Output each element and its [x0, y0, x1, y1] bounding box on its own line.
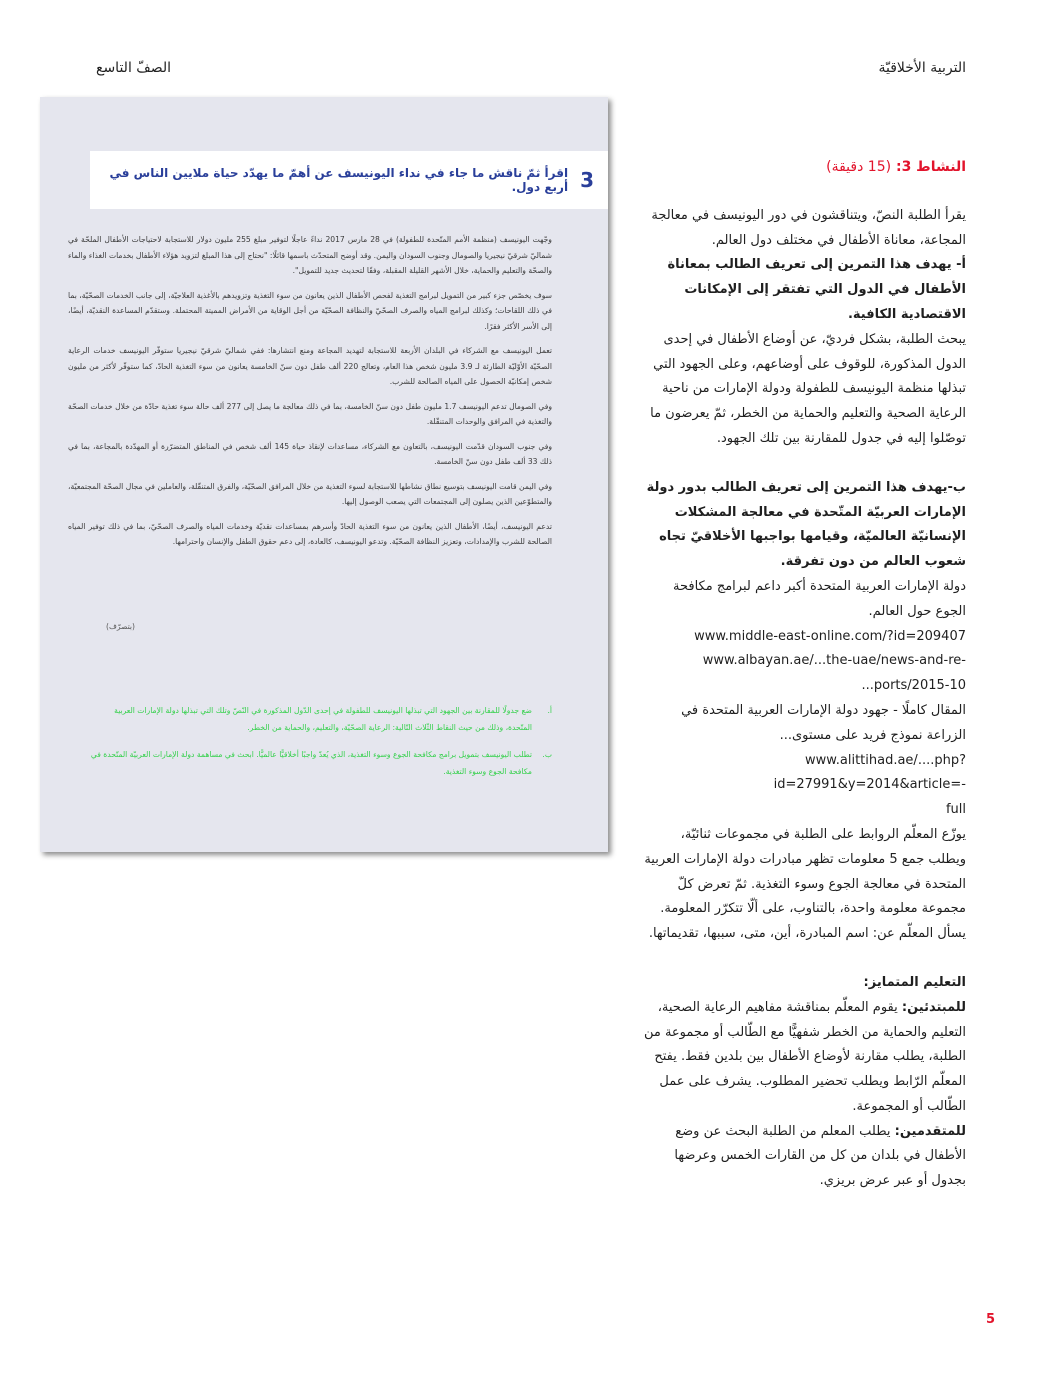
distribution-instructions: يوزّع المعلّم الروابط على الطلبة في مجموعات ثنائيّة، ويطلب جمع 5 معلومات تظهر مبادرات دولة الإمارات العربية المتحدة في معالجة الجوع وسوء التغذية. ثمّ تعرض كلّ مجموعة معلومة واحدة، بالتناوب، على ألّا تتكرّر المعلومة. يسأل المعلّم عن: اسم المبادرة، أين، متى، سببها، تقديماتها. [644, 826, 966, 942]
advanced-text: يطلب المعلم من الطلبة البحث عن وضع الأطفال في بلدان من كل من القارات الخمس وعرضها بجدول أو عبر عرض بريزي. [674, 1123, 966, 1189]
task-item [88, 746, 552, 780]
article-paragraph: وجّهت اليونيسف (منظمة الأمم المتّحدة للطفولة) في 28 مارس 2017 نداءً عاجلًا لتوفير مبلغ 255 مليون دولار للاستجابة لاحتياجات الأطفال الملحّة في شماليّ شرقيّ نيجيريا والصومال وجنوب السودان واليمن. وقد أوضح المتحدّث باسمها قائلًا: "نحتاج إلى هذا المبلغ لتزويد هؤلاء الأطفال بخدمات الغذاء والماء والصحّة والتعليم والحماية، خلال الأشهر القليلة المقبلة، وفقًا لتحديث جديد للتمويل". [68, 235, 552, 275]
advanced-paragraph [640, 1120, 966, 1194]
article-paragraph: وفي اليمن قامت اليونيسف بتوسيع نطاق نشاطها للاستجابة لسوء التغذية من خلال المرافق الصحّيّة، والفرق المتنقّلة، والعاملين في مجال الصحّة المجتمعيّة، والمتطوّعين الذين يصلون إلى المجتمعات التي يصعب الوصول إليها. [68, 481, 552, 506]
grade-header: الصفّ التاسع [96, 60, 172, 76]
unicef-article [68, 232, 552, 559]
task-item [88, 702, 552, 736]
question-text: اقرأ ثمّ ناقش ما جاء في نداء اليونيسف عن أهمّ ما يهدّد حياة ملايين الناس في أربع دول. [109, 166, 569, 194]
reference-link[interactable]: www.alittihad.ae/....php?id=27991&y=2014&article=- [773, 752, 966, 793]
reference-link-cont[interactable]: full [945, 802, 966, 818]
goal-a-details: يبحث الطلبة، بشكل فرديّ، عن أوضاع الأطفال في إحدى الدول المذكورة، للوقوف على أوضاعهم، وعلى الجهود التي تبذلها منظمة اليونيسف للطفولة ودولة الإمارات من ناحية الرعاية الصحية والتعليم والحماية من الخطر، ثمّ يعرضون ما توصّلوا إليه في جدول للمقارنة بين تلك الجهود. [650, 331, 966, 446]
task-letter: أ. [547, 706, 552, 715]
differentiation-title: التعليم المتمايز: [863, 974, 966, 990]
subject-header: التربية الأخلاقيّة [878, 60, 966, 76]
goal-b: ب-يهدف هذا التمرين إلى تعريف الطالب بدور دولة الإمارات العربيّة المتّحدة في معالجة المشكلات الإنسانيّة العالميّة، وقيامها بواجبها الأخلاقيّ تجاه شعوب العالم من دون تفرقة. [646, 479, 966, 570]
article-paragraph: تعمل اليونيسف مع الشركاء في البلدان الأربعة للاستجابة لتهديد المجاعة ومنع انتشارها: ففي شماليّ شرقيّ نيجيريا ستوفّر اليونيسف خدمات الرعاية الصحّيّة الأوّليّة الطارئة لـ 3.9 مليون شخص هذا العام، وتعالج 220 ألف طفل دون سنّ الخامسة يعانون من سوء التغذية الحادّ، كما ستوفّر لأكثر من مليون شخص إمكانيّة الحصول على المياه الصالحة للشرب. [68, 346, 552, 386]
activity-title [640, 155, 966, 180]
question-bar [90, 151, 608, 209]
task-letter: ب. [542, 750, 552, 759]
source-note: (بتصرّف) [106, 622, 135, 631]
article-paragraph: وفي الصومال تدعم اليونيسف 1.7 مليون طفل دون سنّ الخامسة، بما في ذلك معالجة ما يصل إلى 277 ألف حالة سوء تغذية حادّة من خلال خدمات الصحّة والتغذية في المرافق والوحدات المتنقّلة. [68, 401, 552, 426]
activity-duration: (15 دقيقة) [826, 159, 892, 175]
page-number: 5 [986, 1312, 996, 1327]
beginners-text: يقوم المعلّم بمناقشة مفاهيم الرعاية الصحية، التعليم والحماية من الخطر شفهيًّا مع الطّالب أو مجموعة من الطلبة، يطلب مقارنة لأوضاع الأطفال بين بلدين فقط. يفتح المعلّم الرّابط ويطلب تحضير المطلوب. يشرف على عمل الطّالب أو المجموعة. [643, 999, 966, 1114]
article-line: المقال كاملًا - جهود دولة الإمارات العربية المتحدة في الزراعة نموذج فريد على مستوى... [681, 702, 966, 743]
task-list [88, 702, 552, 790]
beginners-paragraph [640, 996, 966, 1120]
task-text: ضع جدولًا للمقارنة بين الجهود التي تبذلها اليونيسف للطفولة في إحدى الدّول المذكورة في النّصّ وتلك التي تبذلها دولة الإمارات العربية المتّحدة، وذلك من حيث النقاط الثّلاث التّالية: الرعاية الصحّيّة، والتعليم، والحماية من الخطر. [114, 706, 532, 732]
article-paragraph: وفي جنوب السودان قدّمت اليونيسف، بالتعاون مع الشركاء، مساعدات لإنقاذ حياة 145 ألف شخص في المناطق المتضرّرة أو المهدّدة بالمجاعة، بما في ذلك 33 ألف طفل دون سنّ الخامسة. [68, 441, 552, 466]
reference-link[interactable]: www.middle-east-online.com/?id=209407 [694, 628, 966, 644]
article-paragraph: سوف يخصّص جزء كبير من التمويل لبرامج التغذية لفحص الأطفال الذين يعانون من سوء التغذية وتزويدهم بالأغذية العلاجيّة، إلى جانب الخدمات الصحّيّة، بما في ذلك اللقاحات؛ وكذلك لبرامج المياه والصرف الصحّيّ والنظافة الصحّيّة من أجل الوقاية من الأمراض المميتة المحتملة. وستقدّم المساعدة النقديّة، أيضًا، إلى الأسر الأكثر فقرًا. [68, 290, 552, 331]
goal-b-line: دولة الإمارات العربية المتحدة أكبر داعم لبرامج مكافحة الجوع حول العالم. [673, 578, 966, 619]
reference-link-cont[interactable]: ports/2015-10... [861, 678, 966, 694]
advanced-label: للمتقدمين: [894, 1123, 966, 1139]
guide-intro: يقرأ الطلبة النصّ، ويتناقشون في دور اليونيسف في معالجة المجاعة، معاناة الأطفال في مختلف دول العالم. [651, 207, 966, 248]
teacher-guide [640, 155, 966, 1194]
goal-a: أ- يهدف هذا التمرين إلى تعريف الطالب بمعاناة الأطفال في الدول التي تفتقر إلى الإمكانات الاقتصادية الكافية. [667, 257, 966, 322]
beginners-label: للمبتدئين: [901, 999, 966, 1015]
activity-label: النشاط 3: [895, 159, 966, 175]
article-paragraph: تدعم اليونيسف، أيضًا، الأطفال الذين يعانون من سوء التغذية الحادّ وأسرهم بمساعدات نقديّة وخدمات المياه والصرف الصحّيّ، بما في ذلك توفير المياه الصالحة للشرب والإمدادات، وتعزيز النظافة الصحّيّة. وتدعو اليونيسف، كالعادة، إلى دعم حقوق الطفل والإنسان واحترامها. [68, 521, 552, 546]
question-number: 3 [580, 168, 594, 192]
task-text: تطلب اليونيسف بتمويل برامج مكافحة الجوع وسوء التغذية، الذي يُعدّ واجبًا أخلاقيًّا عالميًّا. ابحث في مساهمة دولة الإمارات العربيّة المتّحدة في مكافحة الجوع وسوء التغذية. [90, 750, 532, 776]
student-book-panel [40, 97, 608, 852]
reference-link[interactable]: www.albayan.ae/...the-uae/news-and-re- [702, 653, 966, 669]
